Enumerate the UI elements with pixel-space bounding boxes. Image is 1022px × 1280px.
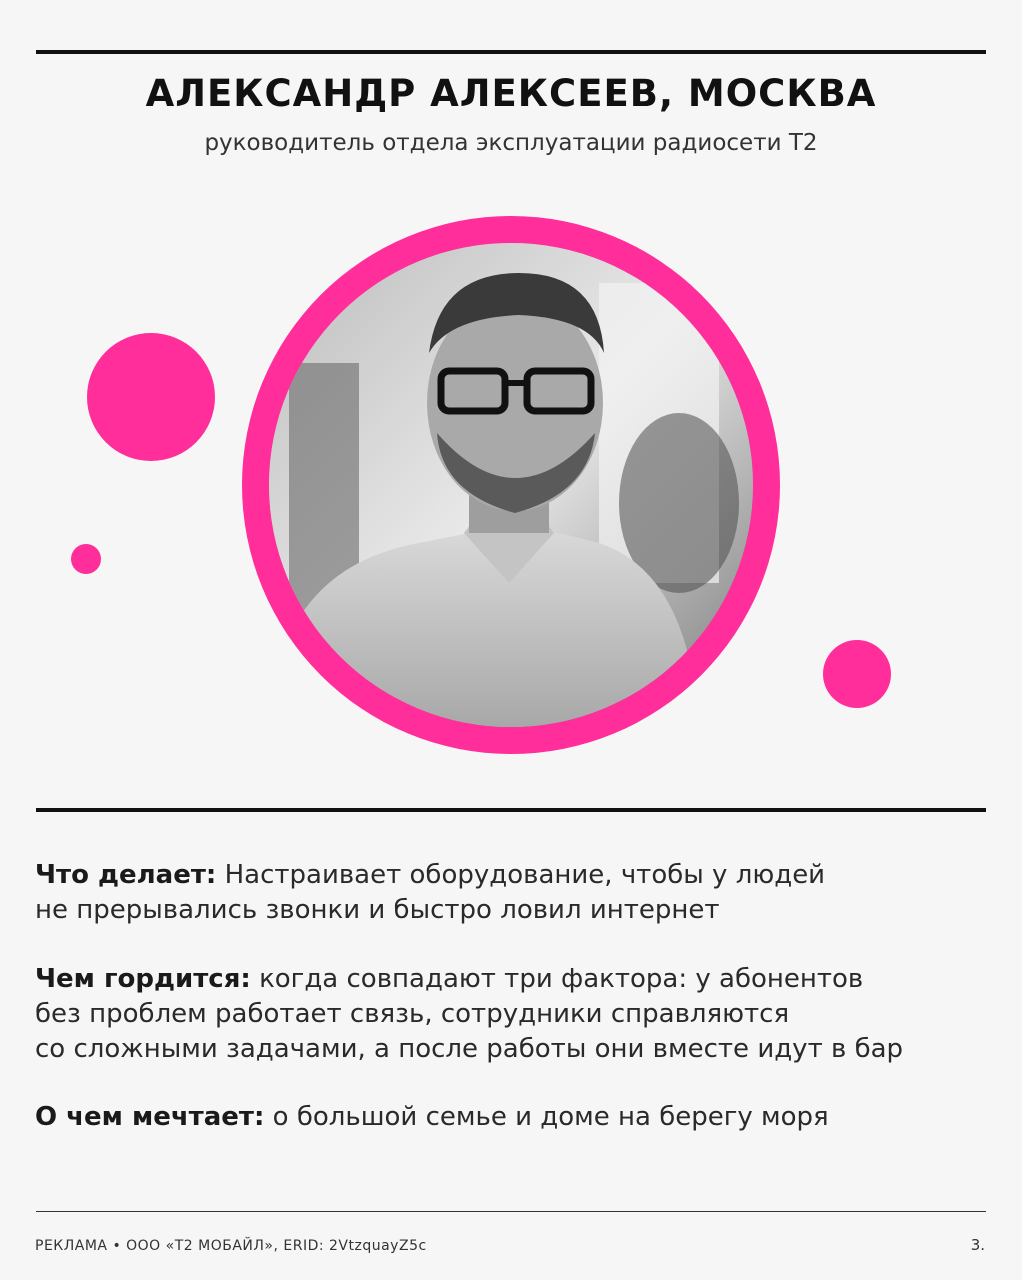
info-text: не прерывались звонки и быстро ловил интернет: [35, 895, 720, 925]
info-text: когда совпадают три фактора: у абонентов: [259, 964, 864, 994]
person-silhouette-icon: [269, 243, 753, 727]
person-photo: [269, 243, 753, 727]
info-label: Что делает:: [35, 860, 217, 890]
info-text: Настраивает оборудование, чтобы у людей: [224, 860, 826, 890]
info-dreams: [35, 1100, 995, 1135]
page-number: 3.: [970, 1236, 985, 1254]
top-divider: [36, 50, 986, 54]
info-label: О чем мечтает:: [35, 1102, 265, 1132]
person-role: руководитель отдела эксплуатации радиосети T2: [204, 130, 818, 156]
info-proud-of: [35, 962, 995, 1067]
person-name: АЛЕКСАНДР АЛЕКСЕЕВ, МОСКВА: [145, 72, 877, 115]
decor-circle-large: [87, 333, 215, 461]
decor-circle-right: [823, 640, 891, 708]
info-what-does: [35, 858, 995, 928]
decor-circle-small: [71, 544, 101, 574]
info-label: Чем гордится:: [35, 964, 251, 994]
info-text: со сложными задачами, а после работы они вместе идут в бар: [35, 1034, 904, 1064]
middle-divider: [36, 808, 986, 812]
info-text: о большой семье и доме на берегу моря: [272, 1102, 829, 1132]
footer-divider: [36, 1211, 986, 1212]
ad-disclaimer: РЕКЛАМА • ООО «Т2 МОБАЙЛ», ERID: 2VtzquayZ5c: [35, 1238, 427, 1254]
info-text: без проблем работает связь, сотрудники справляются: [35, 999, 790, 1029]
portrait-frame: [242, 216, 780, 754]
